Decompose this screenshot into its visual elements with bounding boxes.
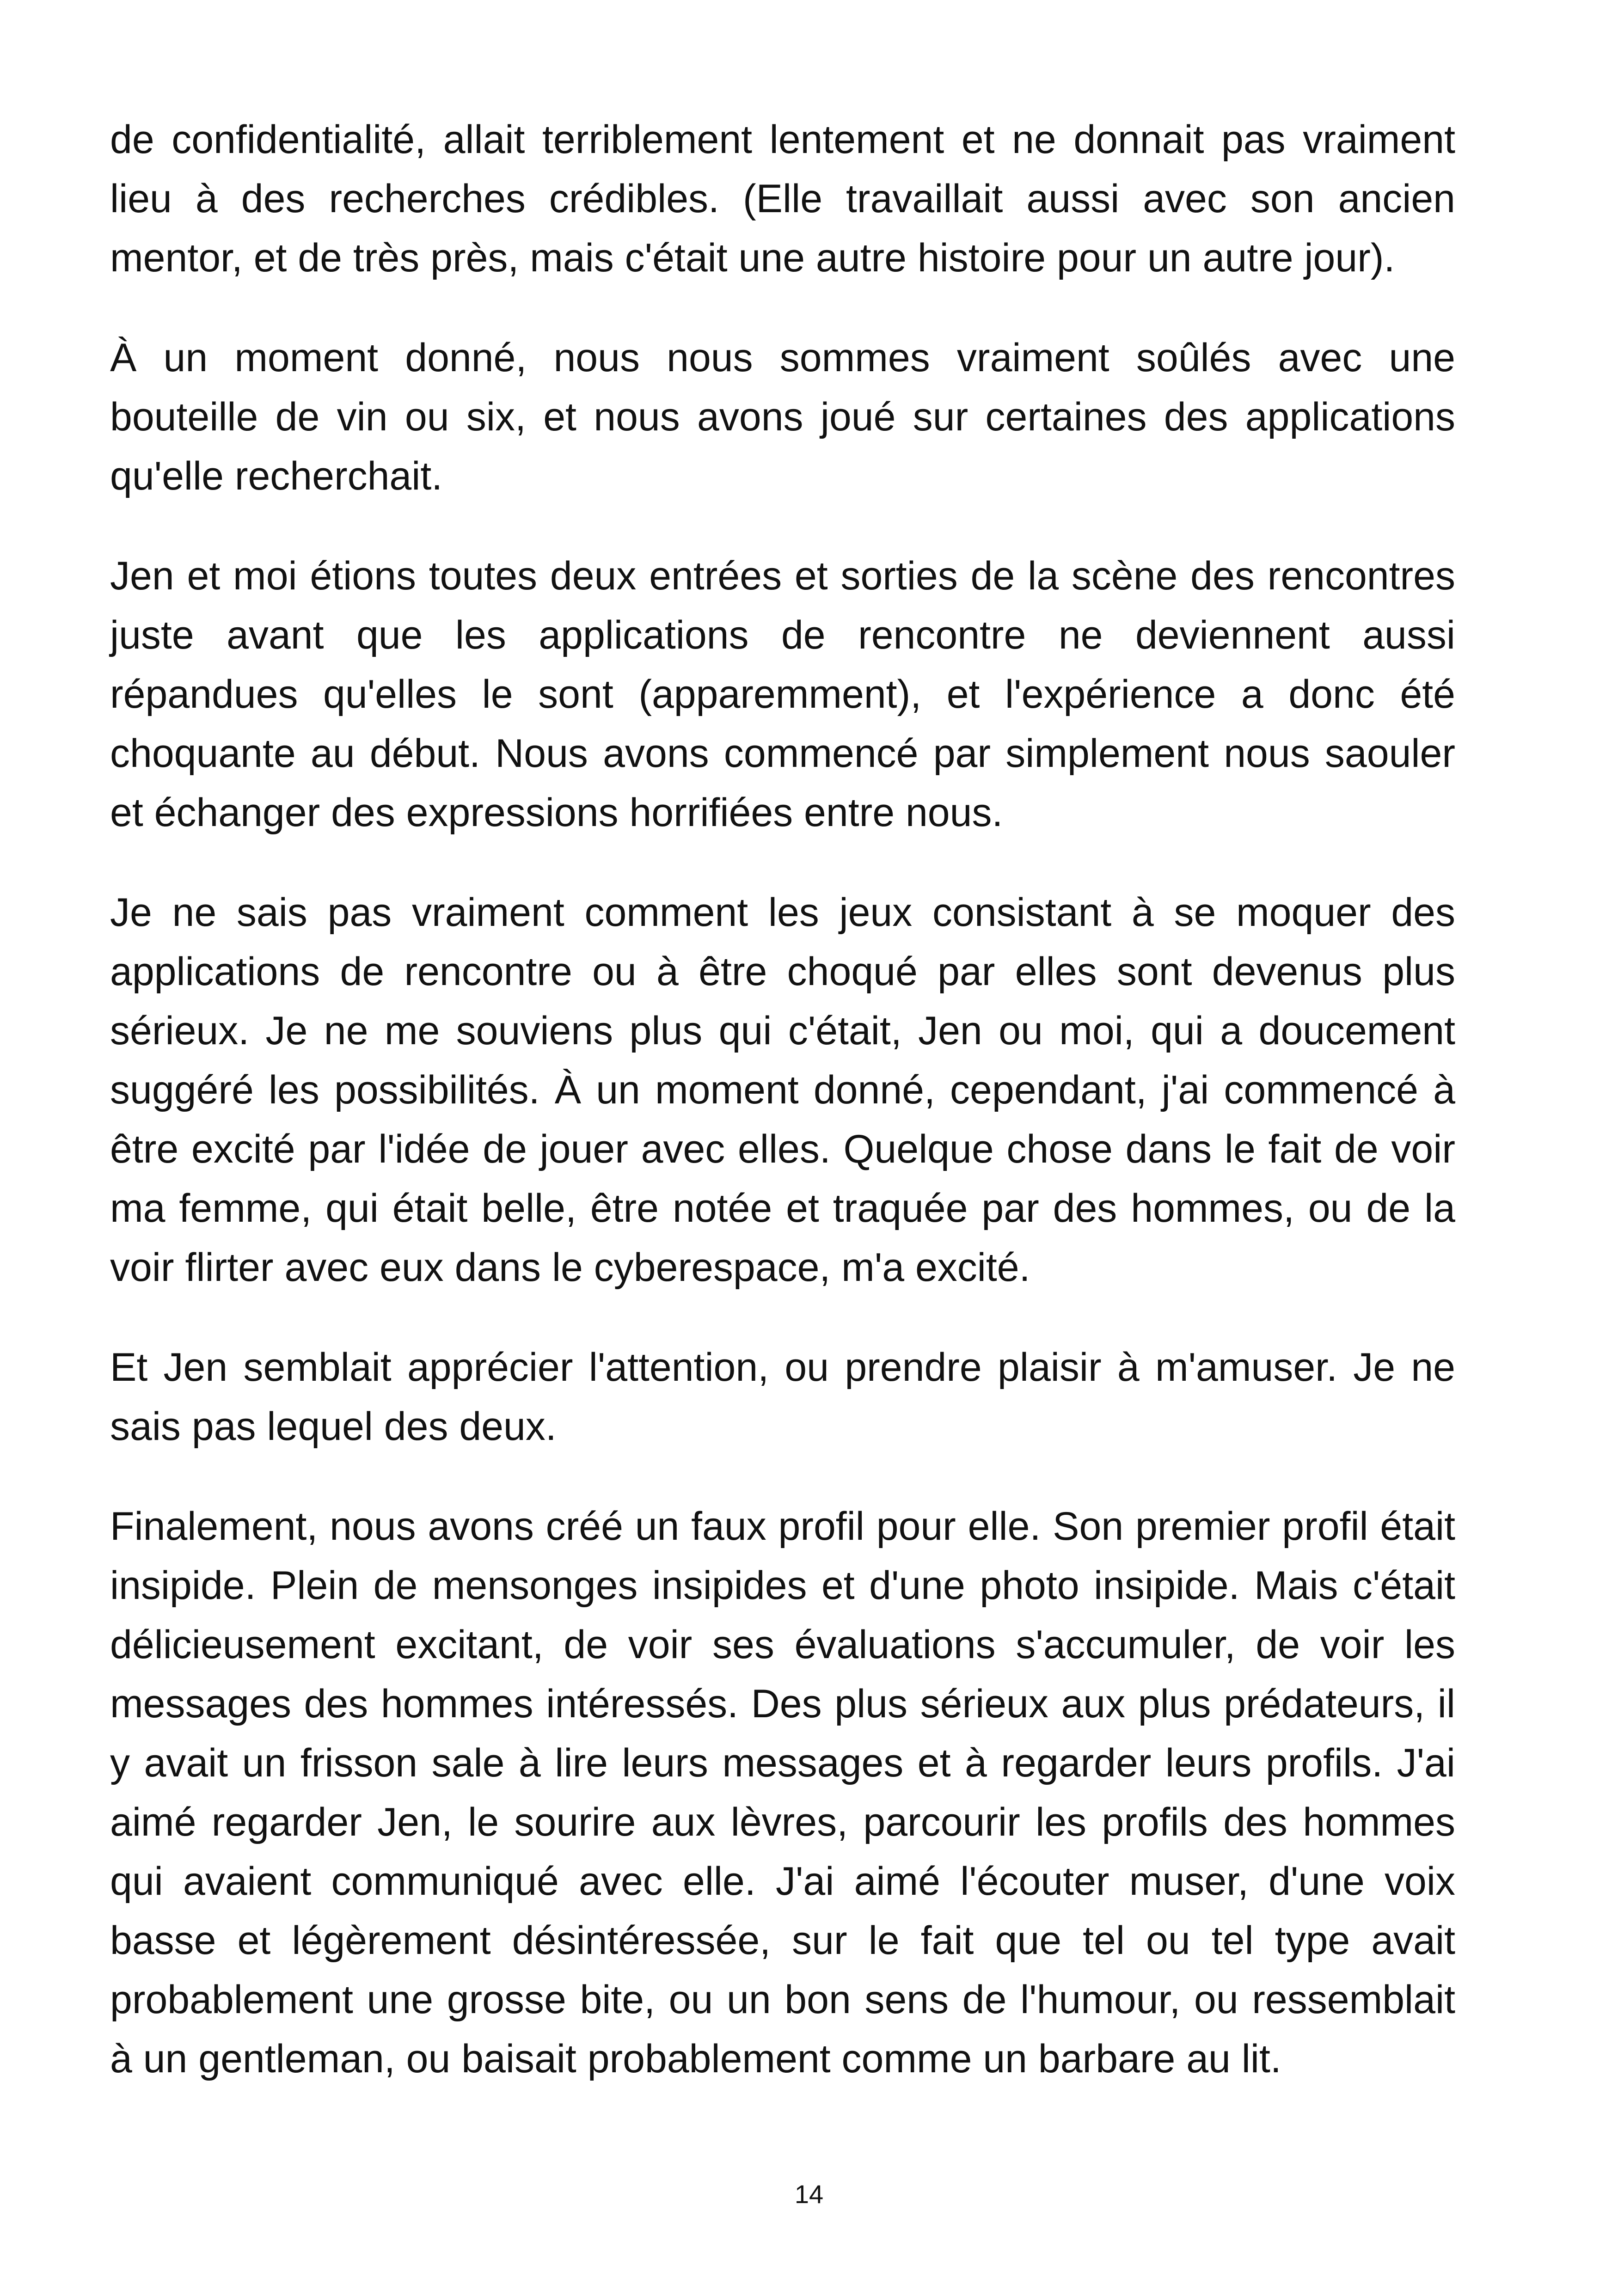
paragraph: Finalement, nous avons créé un faux profil pour elle. Son premier profil était insipide. Plein de mensonges insipides et d'une photo insipide. Mais c'était délicieusement excitant, de voir ses évaluations s'accumuler, de voir les messages des hommes intéressés. Des plus sérieux aux plus prédateurs, il y avait un frisson sale à lire leurs messages et à regarder leurs profils. J'ai aimé regarder Jen, le sourire aux lèvres, parcourir les profils des hommes qui avaient communiqué avec elle. J'ai aimé l'écouter muser, d'une voix basse et légèrement désintéressée, sur le fait que tel ou tel type avait probablement une grosse bite, ou un bon sens de l'humour, ou ressemblait à un gentleman, ou baisait probablement comme un barbare au lit. xyxy=(110,1504,1455,2081)
paragraph: de confidentialité, allait terriblement lentement et ne donnait pas vraiment lieu à des recherches crédibles. (Elle travaillait aussi avec son ancien mentor, et de très près, mais c'était une autre histoire pour un autre jour). xyxy=(110,117,1455,280)
paragraph: À un moment donné, nous nous sommes vraiment soûlés avec une bouteille de vin ou six, et nous avons joué sur certaines des applications qu'elle recherchait. xyxy=(110,336,1455,498)
paragraph: Et Jen semblait apprécier l'attention, ou prendre plaisir à m'amuser. Je ne sais pas lequel des deux. xyxy=(110,1345,1455,1449)
paragraph: Jen et moi étions toutes deux entrées et sorties de la scène des rencontres juste avant que les applications de rencontre ne deviennent aussi répandues qu'elles le sont (apparemment), et l'expérience a donc été choquante au début. Nous avons commencé par simplement nous saouler et échanger des expressions horrifiées entre nous. xyxy=(110,554,1455,835)
page-number: 14 xyxy=(794,2180,824,2209)
paragraph: Je ne sais pas vraiment comment les jeux consistant à se moquer des applications de rencontre ou à être choqué par elles sont devenus plus sérieux. Je ne me souviens plus qui c'était, Jen ou moi, qui a doucement suggéré les possibilités. À un moment donné, cependant, j'ai commencé à être excité par l'idée de jouer avec elles. Quelque chose dans le fait de voir ma femme, qui était belle, être notée et traquée par des hommes, ou de la voir flirter avec eux dans le cyberespace, m'a excité. xyxy=(110,890,1455,1290)
body-text xyxy=(110,110,1455,2129)
